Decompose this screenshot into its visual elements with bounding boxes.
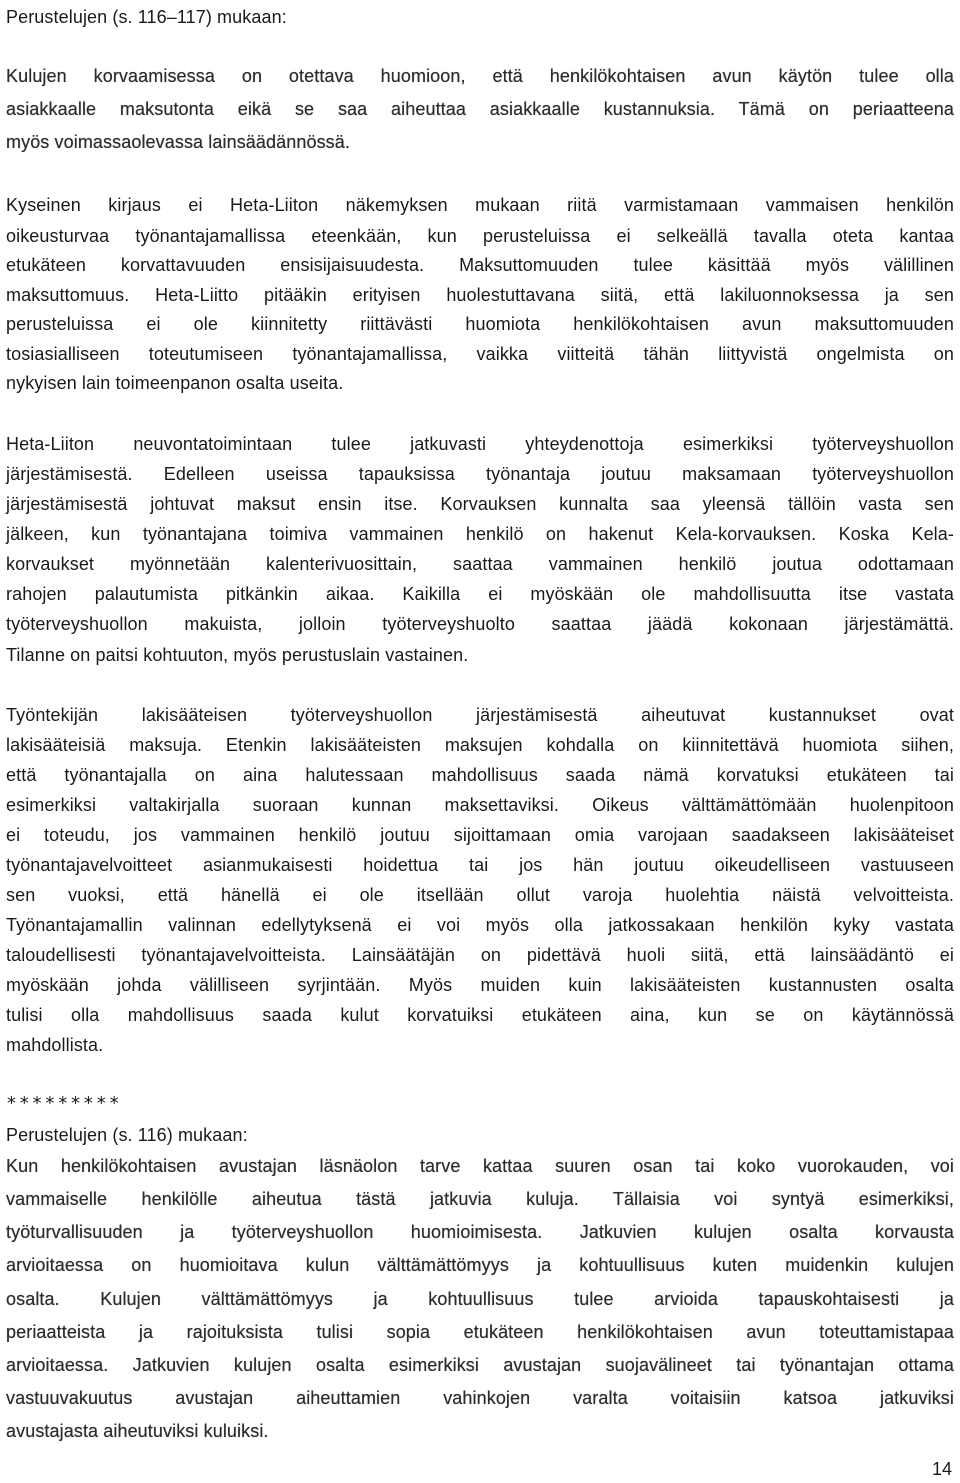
paragraph2-line: Tilanne on paitsi kohtuuton, myös perustuslain vastainen. (6, 645, 469, 665)
quote2-line: Kun henkilökohtaisen avustajan läsnäolon tarve kattaa suuren osan tai koko vuorokauden, voi (6, 1156, 954, 1176)
paragraph3-line: esimerkiksi valtakirjalla suoraan kunnan maksettaviksi. Oikeus välttämättömään huolenpitoon (6, 795, 954, 815)
paragraph3-line: lakisääteisiä maksuja. Etenkin lakisääteisten maksujen kohdalla on kiinnitettävä huomiota siihen, (6, 735, 954, 755)
separator: ********* (6, 1093, 122, 1114)
quote2-line: työturvallisuuden ja työterveyshuollon huomioimisesta. Jatkuvien kulujen osalta korvausta (6, 1222, 954, 1242)
paragraph1-line: oikeusturvaa työnantajamallissa eteenkään, kun perusteluissa ei selkeällä tavalla oteta kantaa (6, 226, 954, 246)
quote2-line: avustajasta aiheutuviksi kuluiksi. (6, 1421, 269, 1441)
paragraph3-line: mahdollista. (6, 1035, 104, 1055)
quote2-line: arvioitaessa. Jatkuvien kulujen osalta esimerkiksi avustajan suojavälineet tai työnantajan ottama (6, 1355, 954, 1375)
section-heading-1: Perustelujen (s. 116–117) mukaan: (6, 7, 287, 27)
paragraph1-line: tosiasialliseen toteutumiseen työnantajamallissa, vaikka viitteitä tähän liittyvistä ongelmista on (6, 344, 954, 364)
paragraph3-line: ei toteudu, jos vammainen henkilö joutuu sijoittamaan omia varojaan saadakseen lakisääteiset (6, 825, 954, 845)
paragraph1-line: Kyseinen kirjaus ei Heta-Liiton näkemyksen mukaan riitä varmistamaan vammaisen henkilön (6, 195, 954, 215)
paragraph3-line: että työnantajalla on aina halutessaan mahdollisuus saada nämä korvatuksi etukäteen tai (6, 765, 954, 785)
paragraph2-line: järjestämisestä. Edelleen useissa tapauksissa työnantaja joutuu maksamaan työterveyshuollon (6, 464, 954, 484)
paragraph2-line: järjestämisestä johtuvat maksut ensin itse. Korvauksen kunnalta saa yleensä tällöin vasta sen (6, 494, 954, 514)
paragraph2-line: rahojen palautumista pitkänkin aikaa. Kaikilla ei myöskään ole mahdollisuutta itse vastata (6, 584, 954, 604)
paragraph3-line: myöskään johda välilliseen syrjintään. Myös muiden kuin lakisääteisten kustannusten osalta (6, 975, 954, 995)
paragraph2-line: korvaukset myönnetään kalenterivuosittain, saattaa vammainen henkilö joutua odottamaan (6, 554, 954, 574)
quote1-line: myös voimassaolevassa lainsäädännössä. (6, 132, 350, 152)
paragraph3-line: työnantajavelvoitteet asianmukaisesti hoidettua tai jos hän joutuu oikeudelliseen vastuuseen (6, 855, 954, 875)
quote1-line: asiakkaalle maksutonta eikä se saa aiheuttaa asiakkaalle kustannuksia. Tämä on periaatteena (6, 99, 954, 119)
paragraph3-line: Työnantajamallin valinnan edellytyksenä ei voi myös olla jatkossakaan henkilön kyky vastata (6, 915, 954, 935)
quote2-line: osalta. Kulujen välttämättömyys ja kohtuullisuus tulee arvioida tapauskohtaisesti ja (6, 1289, 954, 1309)
paragraph1-line: perusteluissa ei ole kiinnitetty riittävästi huomiota henkilökohtaisen avun maksuttomuuden (6, 314, 954, 334)
page-number: 14 (931, 1459, 952, 1479)
paragraph2-line: Heta-Liiton neuvontatoimintaan tulee jatkuvasti yhteydenottoja esimerkiksi työterveyshuollon (6, 434, 954, 454)
paragraph1-line: maksuttomuus. Heta-Liitto pitääkin erityisen huolestuttavana siitä, että lakiluonnoksessa ja sen (6, 285, 954, 305)
paragraph1-line: nykyisen lain toimeenpanon osalta useita. (6, 373, 344, 393)
paragraph3-line: tulisi olla mahdollisuus saada kulut korvatuiksi etukäteen aina, kun se on käytännössä (6, 1005, 954, 1025)
paragraph3-line: Työntekijän lakisääteisen työterveyshuollon järjestämisestä aiheutuvat kustannukset ovat (6, 705, 954, 725)
quote1-line: Kulujen korvaamisessa on otettava huomioon, että henkilökohtaisen avun käytön tulee olla (6, 66, 954, 86)
quote2-line: vammaiselle henkilölle aiheutua tästä jatkuvia kuluja. Tällaisia voi syntyä esimerkiksi, (6, 1189, 954, 1209)
quote2-line: periaatteista ja rajoituksista tulisi sopia etukäteen henkilökohtaisen avun toteuttamistapaa (6, 1322, 954, 1342)
paragraph2-line: työterveyshuollon makuista, jolloin työterveyshuolto saattaa jäädä kokonaan järjestämättä. (6, 614, 954, 634)
paragraph2-line: jälkeen, kun työnantajana toimiva vammainen henkilö on hakenut Kela-korvauksen. Koska Kela- (6, 524, 954, 544)
section-heading-2: Perustelujen (s. 116) mukaan: (6, 1125, 248, 1145)
paragraph3-line: sen vuoksi, että hänellä ei ole itsellään ollut varoja huolehtia näistä velvoitteista. (6, 885, 954, 905)
paragraph3-line: taloudellisesti työnantajavelvoitteista. Lainsäätäjän on pidettävä huoli siitä, että lainsäädäntö ei (6, 945, 954, 965)
quote2-line: vastuuvakuutus avustajan aiheuttamien vahinkojen varalta voitaisiin katsoa jatkuviksi (6, 1388, 954, 1408)
quote2-line: arvioitaessa on huomioitava kulun välttämättömyys ja kohtuullisuus kuten muidenkin kulujen (6, 1255, 954, 1275)
paragraph1-line: etukäteen korvattavuuden ensisijaisuudesta. Maksuttomuuden tulee käsittää myös välillinen (6, 255, 954, 275)
